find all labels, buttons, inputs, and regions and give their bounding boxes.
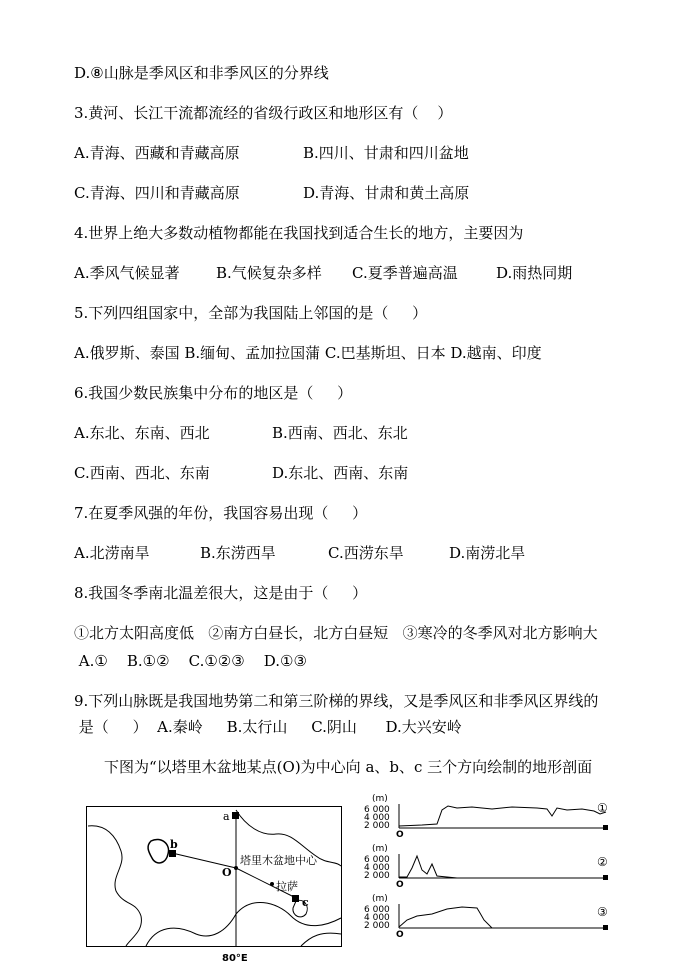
marker-2: ② <box>597 855 608 869</box>
terrain-profiles <box>362 790 618 940</box>
q7-option-d: D.南涝北旱 <box>449 544 526 562</box>
q3-option-d: D.青海、甘肃和黄土高原 <box>303 184 470 202</box>
label-a: a <box>223 810 230 823</box>
q4-option-a: A.季风气候显著 <box>74 264 180 282</box>
profile-3 <box>364 894 608 940</box>
endpoint-3 <box>603 925 608 930</box>
q4-option-d: D.雨热同期 <box>496 264 573 282</box>
endpoint-1 <box>603 825 608 830</box>
q6-option-a: A.东北、东南、西北 <box>74 424 210 442</box>
tick-6000: 6 000 <box>364 855 390 865</box>
origin-1: O <box>396 830 404 840</box>
profile-2 <box>364 844 608 890</box>
point-a-marker <box>232 812 239 819</box>
endpoint-2 <box>603 875 608 880</box>
label-o: O <box>222 866 232 879</box>
lhasa-marker <box>270 882 274 886</box>
tick-6000: 6 000 <box>364 805 390 815</box>
q4-option-b: B.气候复杂多样 <box>216 264 322 282</box>
marker-3: ③ <box>597 905 608 919</box>
tick-6000: 6 000 <box>364 905 390 915</box>
q4-option-c: C.夏季普遍高温 <box>352 264 458 282</box>
q3-option-c: C.青海、四川和青藏高原 <box>74 184 240 202</box>
tick-2000: 2 000 <box>364 921 390 931</box>
q8-options: A.① B.①② C.①②③ D.①③ <box>74 652 307 670</box>
q3-option-b: B.四川、甘肃和四川盆地 <box>303 144 469 162</box>
q6-option-b: B.西南、西北、东北 <box>272 424 408 442</box>
lhasa-label: 拉萨 <box>276 880 298 893</box>
origin-2: O <box>396 880 404 890</box>
q7-option-b: B.东涝西旱 <box>200 544 276 562</box>
tarim-map <box>86 806 342 966</box>
q9-options: 是（ ） A.秦岭 B.太行山 C.阴山 D.大兴安岭 <box>74 718 462 736</box>
q6-option-c: C.西南、西北、东南 <box>74 464 210 482</box>
question-8: 8.我国冬季南北温差很大，这是由于（ ） <box>74 584 368 602</box>
coastline-west <box>88 826 141 946</box>
q7-option-a: A.北涝南旱 <box>74 544 150 562</box>
q8-statements: ①北方太阳高度低 ②南方白昼长，北方白昼短 ③寒冷的冬季风对北方影响大 <box>74 624 598 642</box>
coast-east-lower <box>301 933 341 946</box>
unit-label: (m) <box>372 844 388 854</box>
label-c: c <box>302 896 309 909</box>
q7-option-c: C.西涝东旱 <box>328 544 404 562</box>
tick-4000: 4 000 <box>364 813 390 823</box>
question-7: 7.在夏季风强的年份，我国容易出现（ ） <box>74 504 368 522</box>
origin-3: O <box>396 930 404 940</box>
point-c-marker <box>292 895 299 902</box>
unit-label: (m) <box>372 794 388 804</box>
unit-label: (m) <box>372 894 388 904</box>
tick-4000: 4 000 <box>364 863 390 873</box>
tick-2000: 2 000 <box>364 871 390 881</box>
profile-curve-1 <box>399 806 606 826</box>
coastline-south <box>146 902 341 946</box>
profile-1 <box>364 794 608 840</box>
figure-intro: 下图为“以塔里木盆地某点(O)为中心向 a、b、c 三个方向绘制的地形剖面 <box>104 758 593 776</box>
question-9: 9.下列山脉既是我国地势第二和第三阶梯的界线，又是季风区和非季风区界线的 <box>74 692 599 710</box>
question-4: 4.世界上绝大多数动植物都能在我国找到适合生长的地方，主要因为 <box>74 224 524 242</box>
lake-shape <box>148 839 169 862</box>
question-3: 3.黄河、长江干流都流经的省级行政区和地形区有（ ） <box>74 104 453 122</box>
q5-options: A.俄罗斯、泰国 B.缅甸、孟加拉国蒲 C.巴基斯坦、日本 D.越南、印度 <box>74 344 542 362</box>
q6-option-d: D.东北、西南、东南 <box>272 464 409 482</box>
question-5: 5.下列四组国家中，全部为我国陆上邻国的是（ ） <box>74 304 428 322</box>
profile-curve-3 <box>399 907 608 928</box>
marker-1: ① <box>597 801 608 815</box>
question-6: 6.我国少数民族集中分布的地区是（ ） <box>74 384 353 402</box>
center-marker <box>234 866 238 870</box>
meridian-label: 80°E <box>222 953 248 964</box>
center-label: 塔里木盆地中心 <box>240 854 317 867</box>
tick-2000: 2 000 <box>364 821 390 831</box>
tick-4000: 4 000 <box>364 913 390 923</box>
map-frame <box>87 807 342 947</box>
label-b: b <box>170 838 178 851</box>
q3-option-a: A.青海、西藏和青藏高原 <box>74 144 240 162</box>
point-b-marker <box>169 850 176 857</box>
profile-curve-2 <box>399 856 608 878</box>
option-d-line: D.⑧山脉是季风区和非季风区的分界线 <box>74 64 329 82</box>
